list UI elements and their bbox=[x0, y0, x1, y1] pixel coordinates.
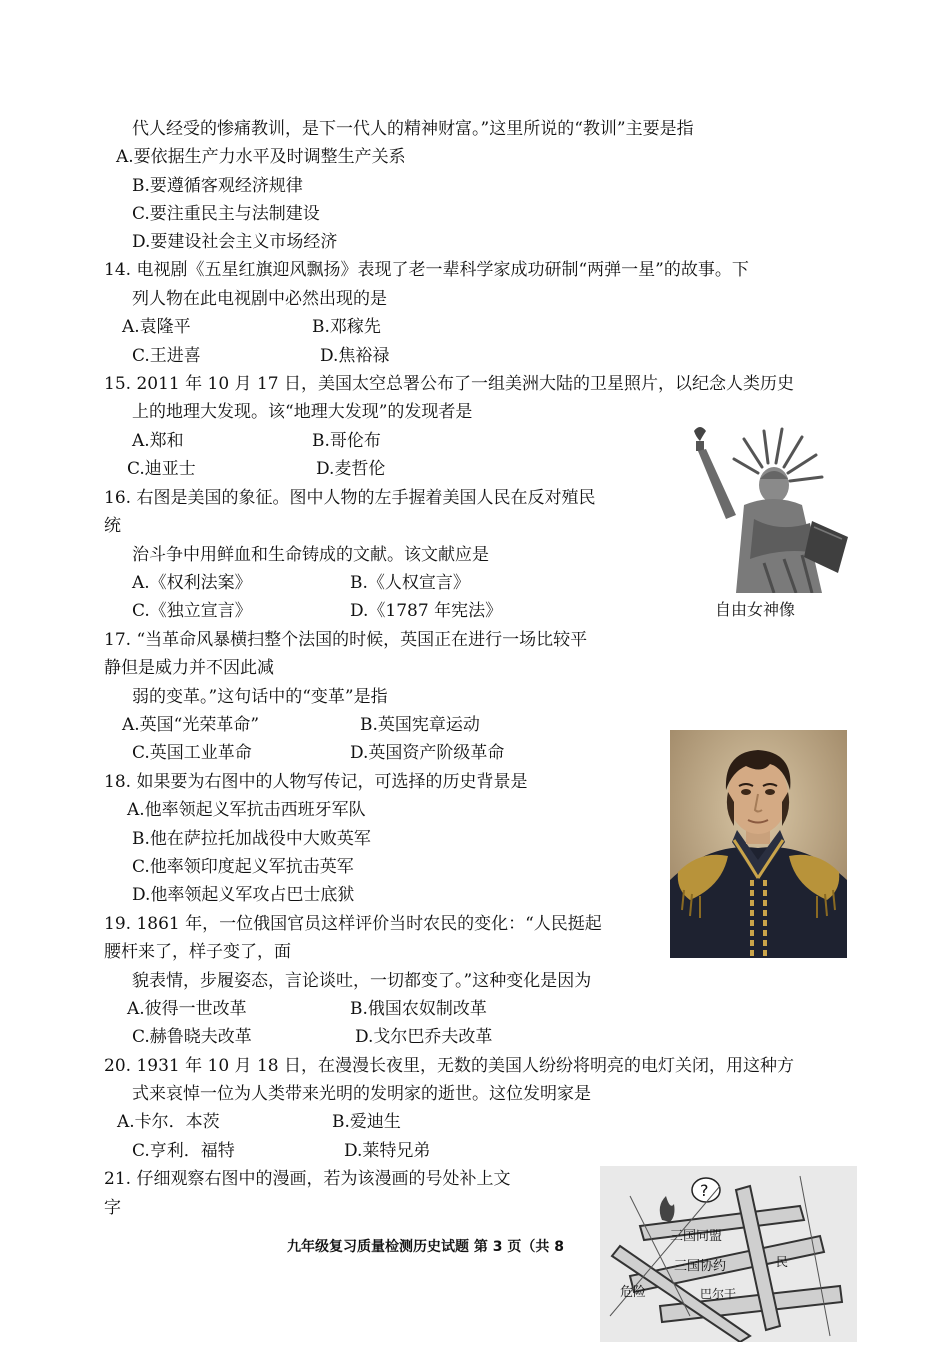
cartoon-label-4: 危险 bbox=[620, 1285, 647, 1300]
q17-option-a: A.英国“光荣革命” bbox=[122, 715, 260, 735]
q18-option-a: A.他率领起义军抗击西班牙军队 bbox=[127, 800, 366, 820]
q21-stem-line1: 21. 仔细观察右图中的漫画，若为该漫画的号处补上文 bbox=[104, 1169, 511, 1189]
q18-option-d: D.他率领起义军攻占巴士底狱 bbox=[132, 885, 355, 905]
q18-stem: 18. 如果要为右图中的人物写传记，可选择的历史背景是 bbox=[104, 772, 528, 792]
q20-option-a: A.卡尔．本茨 bbox=[117, 1112, 220, 1132]
q20-stem-line1: 20. 1931 年 10 月 18 日，在漫漫长夜里，无数的美国人纷纷将明亮的电灯关闭，用这种方 bbox=[104, 1056, 794, 1076]
q16-stem-line1: 16. 右图是美国的象征。图中人物的左手握着美国人民在反对殖民 bbox=[104, 488, 596, 508]
q13-option-c: C.要注重民主与法制建设 bbox=[132, 204, 320, 224]
q15-stem-line2: 上的地理大发现。该“地理大发现”的发现者是 bbox=[132, 402, 473, 422]
cartoon-image bbox=[600, 1166, 857, 1342]
cartoon-label-3: 民 bbox=[776, 1255, 789, 1269]
q19-option-d: D.戈尔巴乔夫改革 bbox=[355, 1027, 493, 1047]
q16-option-d: D.《1787 年宪法》 bbox=[350, 601, 503, 621]
q14-option-c: C.王进喜 bbox=[132, 346, 201, 366]
q17-stem-line1: 17. “当革命风暴横扫整个法国的时候，英国正在进行一场比较平 bbox=[104, 630, 588, 650]
q16-option-a: A.《权利法案》 bbox=[132, 573, 252, 593]
statue-caption: 自由女神像 bbox=[715, 600, 796, 619]
q15-option-d: D.麦哲伦 bbox=[316, 459, 386, 479]
q16-option-b: B.《人权宣言》 bbox=[350, 573, 470, 593]
statue-of-liberty-image bbox=[684, 423, 859, 593]
q16-option-c: C.《独立宣言》 bbox=[132, 601, 252, 621]
q16-stem-line2: 统 bbox=[104, 516, 121, 536]
q14-option-a: A.袁隆平 bbox=[122, 317, 191, 337]
q18-option-b: B.他在萨拉托加战役中大败英军 bbox=[132, 829, 371, 849]
q19-option-a: A.彼得一世改革 bbox=[127, 999, 247, 1019]
q17-option-b: B.英国宪章运动 bbox=[360, 715, 480, 735]
q14-option-b: B.邓稼先 bbox=[312, 317, 381, 337]
q18-option-c: C.他率领印度起义军抗击英军 bbox=[132, 857, 354, 877]
q15-stem-line1: 15. 2011 年 10 月 17 日，美国太空总署公布了一组美洲大陆的卫星照片，以纪念人类历史 bbox=[104, 374, 794, 394]
cartoon-question-mark: ? bbox=[700, 1181, 709, 1200]
q20-stem-line2: 式来哀悼一位为人类带来光明的发明家的逝世。这位发明家是 bbox=[132, 1084, 591, 1104]
q20-option-d: D.莱特兄弟 bbox=[344, 1141, 431, 1161]
q14-option-d: D.焦裕禄 bbox=[320, 346, 390, 366]
cartoon-label-1: 三国同盟 bbox=[670, 1229, 723, 1244]
cartoon-label-2: 三国协约 bbox=[674, 1259, 727, 1274]
q17-option-d: D.英国资产阶级革命 bbox=[350, 743, 505, 763]
q21-stem-line2: 字 bbox=[104, 1198, 121, 1218]
q19-stem-line3: 貌表情，步履姿态，言论谈吐，一切都变了。”这种变化是因为 bbox=[132, 971, 592, 991]
q14-stem-line2: 列人物在此电视剧中必然出现的是 bbox=[132, 289, 387, 309]
q13-option-d: D.要建设社会主义市场经济 bbox=[132, 232, 338, 252]
q17-stem-line2: 静但是威力并不因此减 bbox=[104, 658, 274, 678]
q20-option-b: B.爱迪生 bbox=[332, 1112, 401, 1132]
q19-option-c: C.赫鲁晓夫改革 bbox=[132, 1027, 252, 1047]
q19-stem-line2: 腰杆来了，样子变了，面 bbox=[104, 942, 291, 962]
q17-stem-line3: 弱的变革。”这句话中的“变革”是指 bbox=[132, 687, 388, 707]
q15-option-a: A.郑和 bbox=[132, 431, 184, 451]
q19-option-b: B.俄国农奴制改革 bbox=[350, 999, 487, 1019]
q14-stem-line1: 14. 电视剧《五星红旗迎风飘扬》表现了老一辈科学家成功研制“两弹一星”的故事。下 bbox=[104, 260, 749, 280]
cartoon-label-5: 巴尔干 bbox=[700, 1287, 737, 1301]
page-footer: 九年级复习质量检测历史试题 第 3 页（共 8 bbox=[287, 1239, 564, 1255]
q20-option-c: C.亨利．福特 bbox=[132, 1141, 235, 1161]
q15-option-b: B.哥伦布 bbox=[312, 431, 381, 451]
q19-stem-line1: 19. 1861 年，一位俄国官员这样评价当时农民的变化：“人民挺起 bbox=[104, 914, 602, 934]
q17-option-c: C.英国工业革命 bbox=[132, 743, 252, 763]
q16-stem-line3: 治斗争中用鲜血和生命铸成的文献。该文献应是 bbox=[132, 545, 489, 565]
portrait-image bbox=[670, 730, 847, 958]
q15-option-c: C.迪亚士 bbox=[127, 459, 196, 479]
q13-option-b: B.要遵循客观经济规律 bbox=[132, 176, 303, 196]
q13-stem-cont: 代人经受的惨痛教训，是下一代人的精神财富。”这里所说的“教训”主要是指 bbox=[132, 119, 694, 139]
q13-option-a: A.要依据生产力水平及时调整生产关系 bbox=[116, 147, 406, 167]
